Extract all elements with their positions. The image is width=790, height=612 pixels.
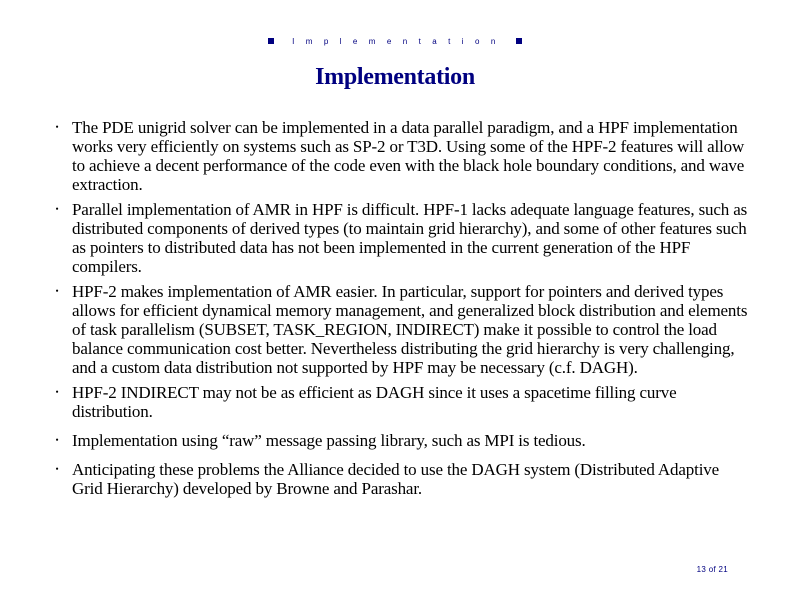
bullet-icon: • [55,286,59,296]
bullet-item [50,200,750,276]
bullet-text: Implementation using “raw” message passing library, such as MPI is tedious. [72,431,586,450]
bullet-list [50,118,750,504]
page-title: Implementation [315,64,475,90]
bullet-icon: • [55,204,59,214]
bullet-text: The PDE unigrid solver can be implemented in a data parallel paradigm, and a HPF implementation works very efficiently on systems such as SP-2 or T3D. Using some of the HPF-2 features will allow to achieve a decent performance of the code even with the black hole boundary conditions, and wave extraction. [72,118,745,194]
bullet-text: Anticipating these problems the Alliance decided to use the DAGH system (Distributed Adaptive Grid Hierarchy) developed by Browne and Parashar. [72,460,720,498]
bullet-item [50,282,750,377]
running-header [0,34,790,48]
page-number: 13 of 21 [696,565,728,574]
bullet-icon: • [55,464,59,474]
bullet-item [50,383,750,421]
bullet-icon: • [55,122,59,132]
bullet-text: Parallel implementation of AMR in HPF is difficult. HPF-1 lacks adequate language features, such as distributed components of derived types (to maintain grid hierarchy), and some of other features such as pointers to distributed data has not been implemented in the current generation of the HPF compilers. [72,200,748,276]
bullet-item [50,460,750,498]
header-label: I m p l e m e n t a t i o n [292,36,500,46]
bullet-icon: • [55,435,59,445]
header-right-square-icon [516,38,522,44]
header-left-square-icon [268,38,274,44]
bullet-text: HPF-2 makes implementation of AMR easier. In particular, support for pointers and derived types allows for efficient dynamical memory management, and generalized block distribution and elements of task parallelism (SUBSET, TASK_REGION, INDIRECT) make it possible to control the load balance communication cost better. Nevertheless distributing the grid hierarchy is very challenging, and a custom data distribution not supported by HPF may be necessary (c.f. DAGH). [72,282,748,377]
bullet-text: HPF-2 INDIRECT may not be as efficient as DAGH since it uses a spacetime filling curve distribution. [72,383,677,421]
bullet-item [50,431,750,450]
bullet-icon: • [55,387,59,397]
bullet-item [50,118,750,194]
